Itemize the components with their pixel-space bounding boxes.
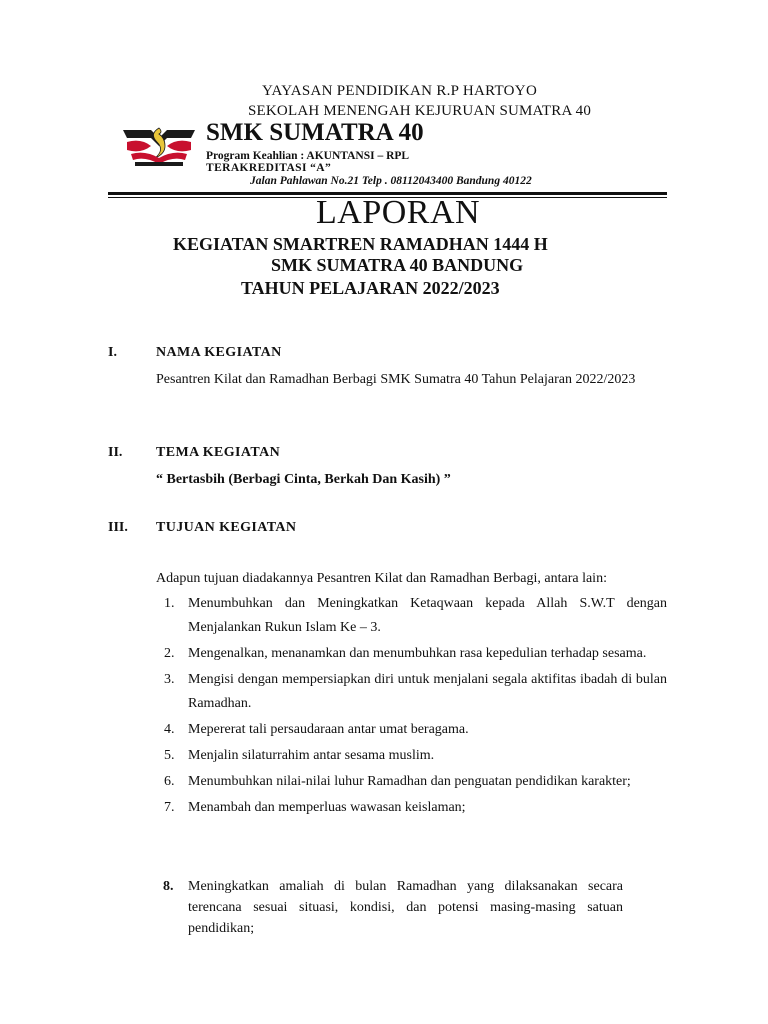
list-item xyxy=(156,796,667,820)
school-short-name: SMK SUMATRA 40 xyxy=(206,119,424,146)
section-heading: NAMA KEGIATAN xyxy=(156,345,282,360)
list-item-number: 3. xyxy=(164,672,175,687)
school-full-name: SEKOLAH MENENGAH KEJURUAN SUMATRA 40 xyxy=(248,103,592,119)
section-number: I. xyxy=(108,345,117,360)
list-item-number: 5. xyxy=(164,748,175,763)
list-item-text: Mengisi dengan mempersiapkan diri untuk menjalani segala aktifitas ibadah di bulan Ramadhan. xyxy=(188,672,667,711)
list-item xyxy=(156,770,667,794)
activity-theme-text: “ Bertasbih (Berbagi Cinta, Berkah Dan Kasih) ” xyxy=(156,472,451,487)
list-item-text: Meningkatkan amaliah di bulan Ramadhan yang dilaksanakan secara terencana sesuai situasi, kondisi, dan potensi masing-masing satuan pendidikan; xyxy=(188,879,623,936)
list-item-text: Menumbuhkan nilai-nilai luhur Ramadhan dan penguatan pendidikan karakter; xyxy=(188,774,631,789)
accreditation-line: TERAKREDITASI “A” xyxy=(206,162,332,174)
objectives-intro: Adapun tujuan diadakannya Pesantren Kilat dan Ramadhan Berbagi, antara lain: xyxy=(156,571,607,586)
objectives-list xyxy=(156,592,667,822)
school-logo-icon xyxy=(121,124,197,168)
list-item-number: 8. xyxy=(163,879,174,894)
report-subtitle-year: TAHUN PELAJARAN 2022/2023 xyxy=(241,278,500,298)
list-item xyxy=(156,718,667,742)
foundation-name: YAYASAN PENDIDIKAN R.P HARTOYO xyxy=(262,83,538,99)
list-item-number: 2. xyxy=(164,646,175,661)
section-number: II. xyxy=(108,445,123,460)
list-item xyxy=(163,876,623,939)
list-item xyxy=(156,668,667,716)
list-item xyxy=(156,744,667,768)
list-item-text: Menambah dan memperluas wawasan keislaman; xyxy=(188,800,466,815)
report-subtitle-activity: KEGIATAN SMARTREN RAMADHAN 1444 H xyxy=(173,234,548,254)
section-heading: TUJUAN KEGIATAN xyxy=(156,520,297,535)
address-line: Jalan Pahlawan No.21 Telp . 08112043400 Bandung 40122 xyxy=(250,175,532,187)
list-item-number: 4. xyxy=(164,722,175,737)
list-item-text: Menumbuhkan dan Meningkatkan Ketaqwaan kepada Allah S.W.T dengan Menjalankan Rukun Islam Ke – 3. xyxy=(188,596,667,635)
program-line: Program Keahlian : AKUNTANSI – RPL xyxy=(206,150,410,162)
list-item-text: Mengenalkan, menanamkan dan menumbuhkan rasa kepedulian terhadap sesama. xyxy=(188,646,647,661)
section-heading: TEMA KEGIATAN xyxy=(156,445,281,460)
list-item xyxy=(156,642,667,666)
list-item-text: Mepererat tali persaudaraan antar umat beragama. xyxy=(188,722,469,737)
list-item-number: 7. xyxy=(164,800,175,815)
section-number: III. xyxy=(108,520,128,535)
report-subtitle-school: SMK SUMATRA 40 BANDUNG xyxy=(271,255,524,275)
list-item-number: 1. xyxy=(164,596,175,611)
list-item-text: Menjalin silaturrahim antar sesama muslim. xyxy=(188,748,435,763)
activity-name-text: Pesantren Kilat dan Ramadhan Berbagi SMK Sumatra 40 Tahun Pelajaran 2022/2023 xyxy=(156,372,636,387)
list-item-number: 6. xyxy=(164,774,175,789)
list-item xyxy=(156,592,667,640)
report-title: LAPORAN xyxy=(316,194,481,231)
